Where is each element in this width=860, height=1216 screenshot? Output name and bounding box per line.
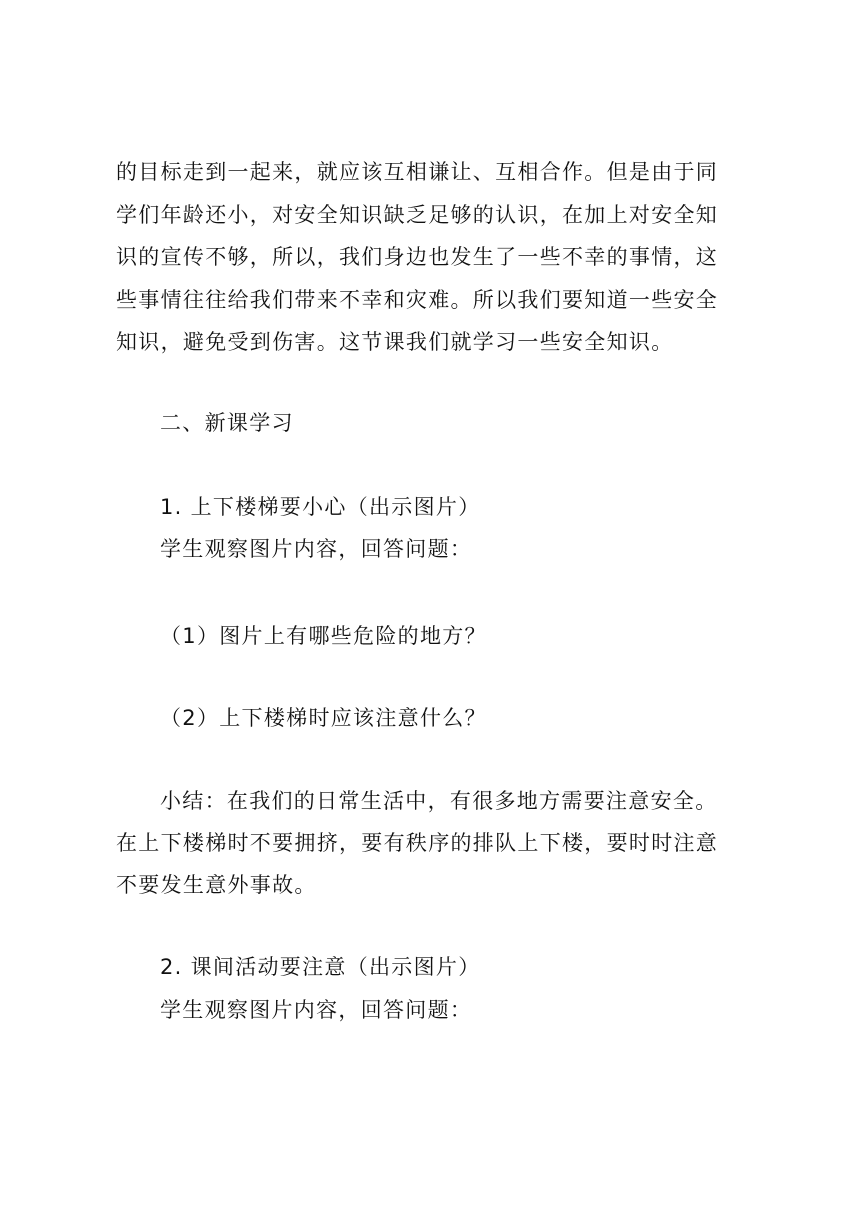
question-line: （2）上下楼梯时应该注意什么？ xyxy=(160,706,487,730)
paragraph-line: 的目标走到一起来，就应该互相谦让、互相合作。但是由于同 xyxy=(116,160,719,184)
summary-line: 小结：在我们的日常生活中，有很多地方需要注意安全。 xyxy=(160,789,718,813)
summary-line: 在上下楼梯时不要拥挤，要有秩序的排队上下楼，要时时注意 xyxy=(116,831,719,855)
section-heading: 二、新课学习 xyxy=(160,411,294,435)
paragraph-line: 学们年龄还小，对安全知识缺乏足够的认识，在加上对安全知 xyxy=(116,203,719,227)
summary-line: 不要发生意外事故。 xyxy=(116,873,317,897)
item-title: 2. 课间活动要注意（出示图片） xyxy=(160,955,481,979)
item-title: 1. 上下楼梯要小心（出示图片） xyxy=(160,495,481,519)
paragraph-line: 知识，避免受到伤害。这节课我们就学习一些安全知识。 xyxy=(116,330,674,354)
paragraph-line: 识的宣传不够，所以，我们身边也发生了一些不幸的事情，这 xyxy=(116,245,719,269)
item-prompt: 学生观察图片内容，回答问题： xyxy=(160,998,473,1022)
question-line: （1）图片上有哪些危险的地方？ xyxy=(160,624,487,648)
item-prompt: 学生观察图片内容，回答问题： xyxy=(160,537,473,561)
paragraph-line: 些事情往往给我们带来不幸和灾难。所以我们要知道一些安全 xyxy=(116,288,719,312)
